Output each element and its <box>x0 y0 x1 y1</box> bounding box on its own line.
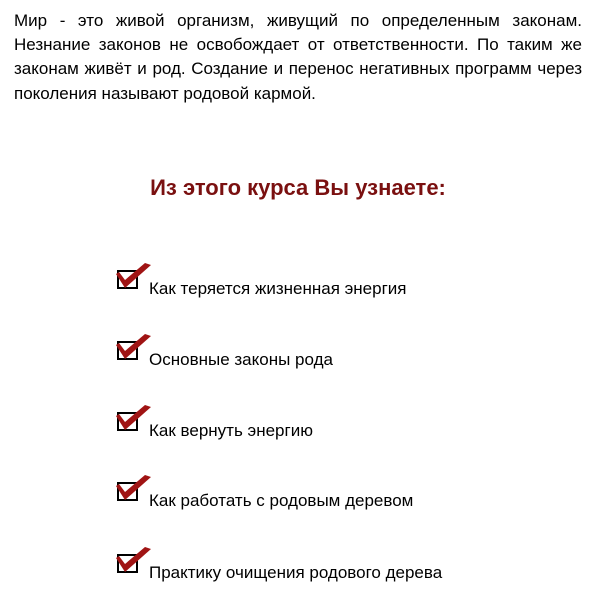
list-item <box>115 404 585 444</box>
list-item <box>115 546 585 586</box>
list-item-label: Как теряется жизненная энергия <box>149 279 407 298</box>
list-item-label: Практику очищения родового дерева <box>149 563 443 582</box>
list-item-label: Как работать с родовым деревом <box>149 491 414 510</box>
list-item <box>115 474 585 514</box>
intro-paragraph: Мир - это живой организм, живущий по определенным законам. Незнание законов не освобождает от ответственности. По таким же законам живёт и род. Создание и перенос негативных программ через поколения называют родовой кармой. <box>14 11 582 103</box>
list-item-label: Как вернуть энергию <box>149 421 313 440</box>
list-item <box>115 262 585 302</box>
list-item <box>115 333 585 373</box>
course-heading: Из этого курса Вы узнаете: <box>150 175 446 200</box>
list-item-label: Основные законы рода <box>149 350 333 369</box>
